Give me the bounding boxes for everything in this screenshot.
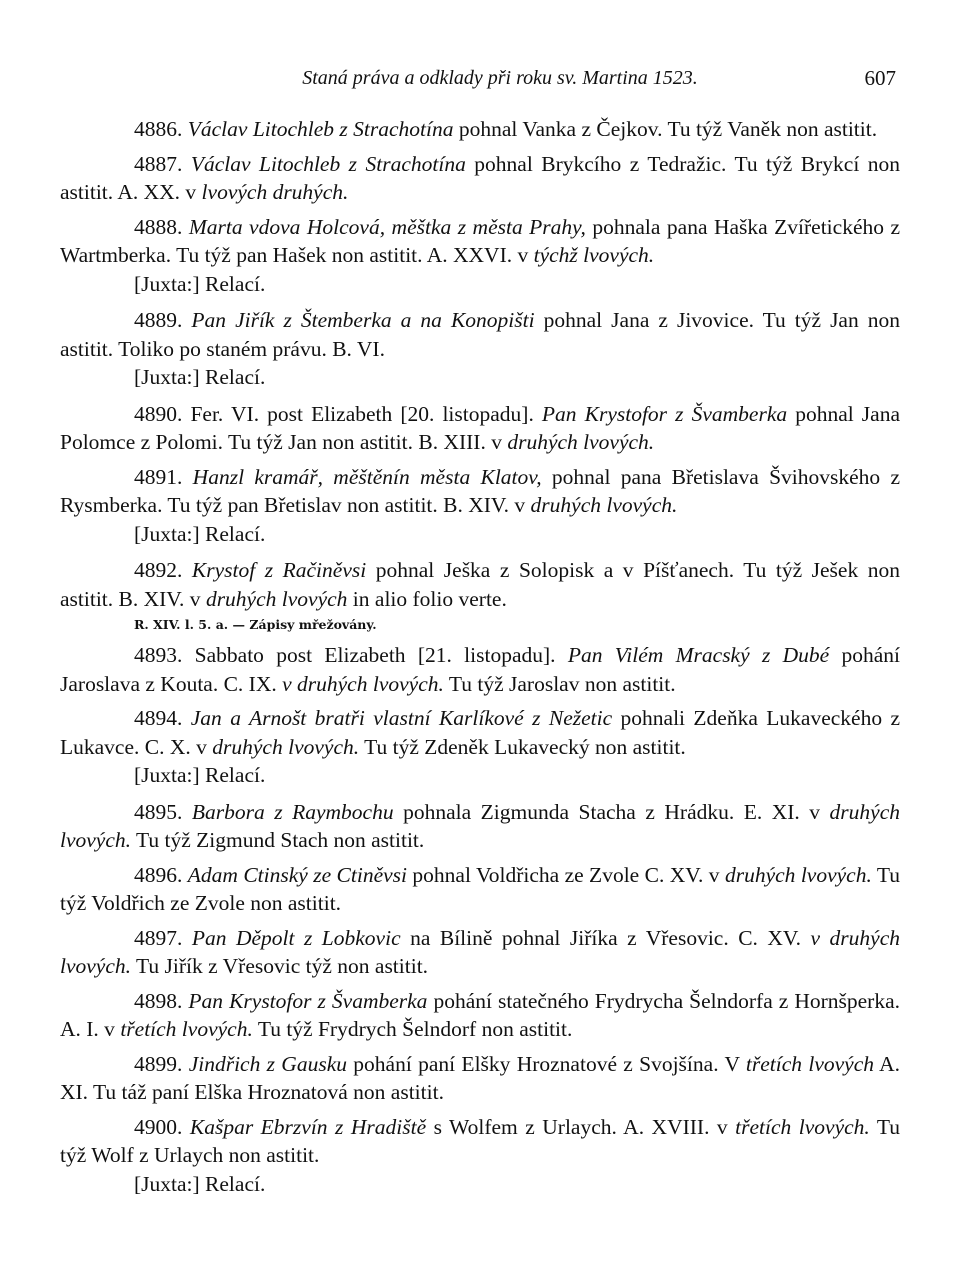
entry-paragraph <box>60 306 900 363</box>
entry-italic-text: Marta vdova Holcová, měštka z města Prahy, <box>188 214 586 239</box>
entry-paragraph <box>60 150 900 207</box>
entry-text: Tu týž Zdeněk Lukavecký non astitit. <box>359 734 686 759</box>
entry-italic-text: Adam Ctinský ze Ctiněvsi <box>187 862 408 887</box>
entry-text: 4898. <box>134 988 189 1013</box>
entry-text: pohnali Zdeňka Lukaveckého z Lukavce. C. X. v <box>60 706 901 759</box>
entry-text: 4895. <box>134 799 192 824</box>
entry-text: pohání paní Elšky Hroznatové z Svojšína. V <box>347 1051 746 1076</box>
entry-italic-text: druhých lvových. <box>724 862 872 887</box>
entry-paragraph <box>60 798 900 855</box>
entry-footnote: R. XIV. l. 5. a. — Zápisy mřežovány. <box>134 617 377 632</box>
entry-text: 4890. Fer. VI. post Elizabeth [20. listopadu]. <box>134 401 542 426</box>
entry-text: Tu Jiřík z Vřesovic týž non astitit. <box>131 954 429 978</box>
entry-text: pohnal Jana Polomce z Polomi. Tu týž Jan non astitit. B. XIII. v <box>60 401 900 454</box>
entry-paragraph <box>60 213 900 270</box>
entry-paragraph <box>60 987 900 1044</box>
entry-italic-text: třetích lvových <box>745 1051 874 1076</box>
entry-paragraph <box>60 1050 900 1107</box>
entry-paragraph <box>60 1113 900 1170</box>
entry-text: 4894. <box>134 706 191 730</box>
entry-italic-text: Barbora z Raymbochu <box>191 799 394 824</box>
entry-text: pohnala Zigmunda Stacha z Hrádku. E. XI. v <box>393 799 830 824</box>
entry-italic-text: Pan Krystofor z Švamberka <box>541 401 788 426</box>
entry-text: A. XI. Tu táž paní Elška Hroznatová non astitit. <box>60 1051 901 1104</box>
entry-text: 4900. <box>134 1114 190 1139</box>
entry-text: 4899. <box>134 1051 189 1076</box>
entry-text: 4896. <box>134 862 188 887</box>
entry-text: pohnal Brykcího z Tedražic. Tu týž Brykcí non astitit. A. XX. v <box>60 151 901 204</box>
entry-text: Tu týž Wolf z Urlaych non astitit. <box>60 1114 901 1167</box>
entry-italic-text: Pan Jiřík z Štemberka a na Konopišti <box>191 308 535 332</box>
entry-text: Tu týž Voldřich ze Zvole non astitit. <box>60 862 901 915</box>
entry-italic-text: Václav Litochleb z Strachotína <box>190 151 466 176</box>
entry-paragraph <box>60 641 900 698</box>
entry-italic-text: druhých lvových. <box>507 430 655 454</box>
entry-text: pohnal Voldřicha ze Zvole C. XV. v <box>407 862 725 887</box>
entry-italic-text: Jan a Arnošt bratři vlastní Karlíkové z Nežetic <box>190 706 613 730</box>
entry-italic-text: druhých lvových. <box>212 734 360 759</box>
entry-italic-text: třetích lvových. <box>120 1017 253 1041</box>
entry-text: Tu týž Frydrych Šelndorf non astitit. <box>252 1017 573 1041</box>
entry-italic-text: třetích lvových. <box>735 1114 870 1139</box>
entry-paragraph <box>60 556 900 613</box>
entry-paragraph <box>60 924 900 981</box>
entry-text: 4897. <box>134 925 192 950</box>
entry-italic-text: Pan Vilém Mracský z Dubé <box>567 643 830 667</box>
entry-italic-text: Jindřich z Gausku <box>188 1051 347 1076</box>
entry-italic-text: Pan Krystofor z Švamberka <box>188 988 428 1013</box>
entry-text: 4889. <box>134 308 192 332</box>
entry-text: 4892. <box>134 558 192 582</box>
entry-text: na Bílině pohnal Jiříka z Vřesovic. C. XV. <box>400 925 811 950</box>
entry-text: in alio folio verte. <box>347 586 507 611</box>
juxta-note: [Juxta:] Relací. <box>134 271 266 296</box>
entry-text: Tu týž Jaroslav non astitit. <box>443 671 676 696</box>
entry-text: 4888. <box>134 214 189 239</box>
page-header <box>60 64 900 94</box>
juxta-note: [Juxta:] Relací. <box>134 521 266 546</box>
entry-italic-text: Krystof z Račiněvsi <box>191 558 367 582</box>
entry-italic-text: Kašpar Ebrzvín z Hradiště <box>189 1114 427 1139</box>
entry-italic-text: Pan Děpolt z Lobkovic <box>191 925 401 950</box>
entry-paragraph <box>60 463 900 520</box>
entry-text: pohání Jaroslava z Kouta. C. IX. <box>60 643 900 696</box>
juxta-note: [Juxta:] Relací. <box>134 1171 266 1196</box>
page-number: 607 <box>864 66 896 90</box>
entry-text: pohání statečného Frydrycha Šelndorfa z Hornšperka. A. I. v <box>60 988 901 1041</box>
entry-italic-text: druhých lvových <box>205 586 348 611</box>
entry-text: pohnala pana Haška Zvířetického z Wartmberka. Tu týž pan Hašek non astitit. A. XXVI. v <box>60 214 900 267</box>
entry-italic-text: druhých lvových. <box>60 799 900 852</box>
entry-text: 4893. Sabbato post Elizabeth [21. listopadu]. <box>134 643 568 667</box>
entry-paragraph <box>60 400 900 457</box>
entry-paragraph <box>60 704 900 761</box>
entry-paragraph <box>60 115 900 144</box>
entry-text: 4887. <box>134 151 191 176</box>
entry-italic-text: druhých lvových. <box>530 493 678 517</box>
entry-italic-text: Hanzl kramář, měštěnín města Klatov, <box>192 464 542 489</box>
entry-text: 4886. <box>134 117 188 141</box>
entry-text: pohnal Ješka z Solopisk a v Píšťanech. Tu týž Ješek non astitit. B. XIV. v <box>60 558 900 611</box>
juxta-note: [Juxta:] Relací. <box>134 365 266 389</box>
running-title: Staná práva a odklady při roku sv. Martina 1523. <box>302 67 698 89</box>
entry-italic-text: lvových druhých. <box>201 180 349 204</box>
entry-text: s Wolfem z Urlaych. A. XVIII. v <box>426 1114 736 1139</box>
entry-text: 4891. <box>134 464 193 489</box>
juxta-note: [Juxta:] Relací. <box>134 763 266 787</box>
entries-list <box>60 115 900 1206</box>
entry-paragraph <box>60 861 900 918</box>
entry-text: pohnal pana Břetislava Švihovského z Rysmberka. Tu týž pan Břetislav non astitit. B. XIV. v <box>60 464 900 517</box>
entry-text: pohnal Jana z Jivovice. Tu týž Jan non astitit. Toliko po staném právu. B. VI. <box>60 308 901 361</box>
entry-text: pohnal Vanka z Čejkov. Tu týž Vaněk non astitit. <box>453 117 878 141</box>
entry-italic-text: týchž lvových. <box>533 243 655 267</box>
entry-italic-text: v druhých lvových. <box>60 925 901 978</box>
entry-italic-text: v druhých lvových. <box>282 671 444 696</box>
entry-text: Tu týž Zigmund Stach non astitit. <box>131 828 425 852</box>
entry-italic-text: Václav Litochleb z Strachotína <box>187 117 454 141</box>
